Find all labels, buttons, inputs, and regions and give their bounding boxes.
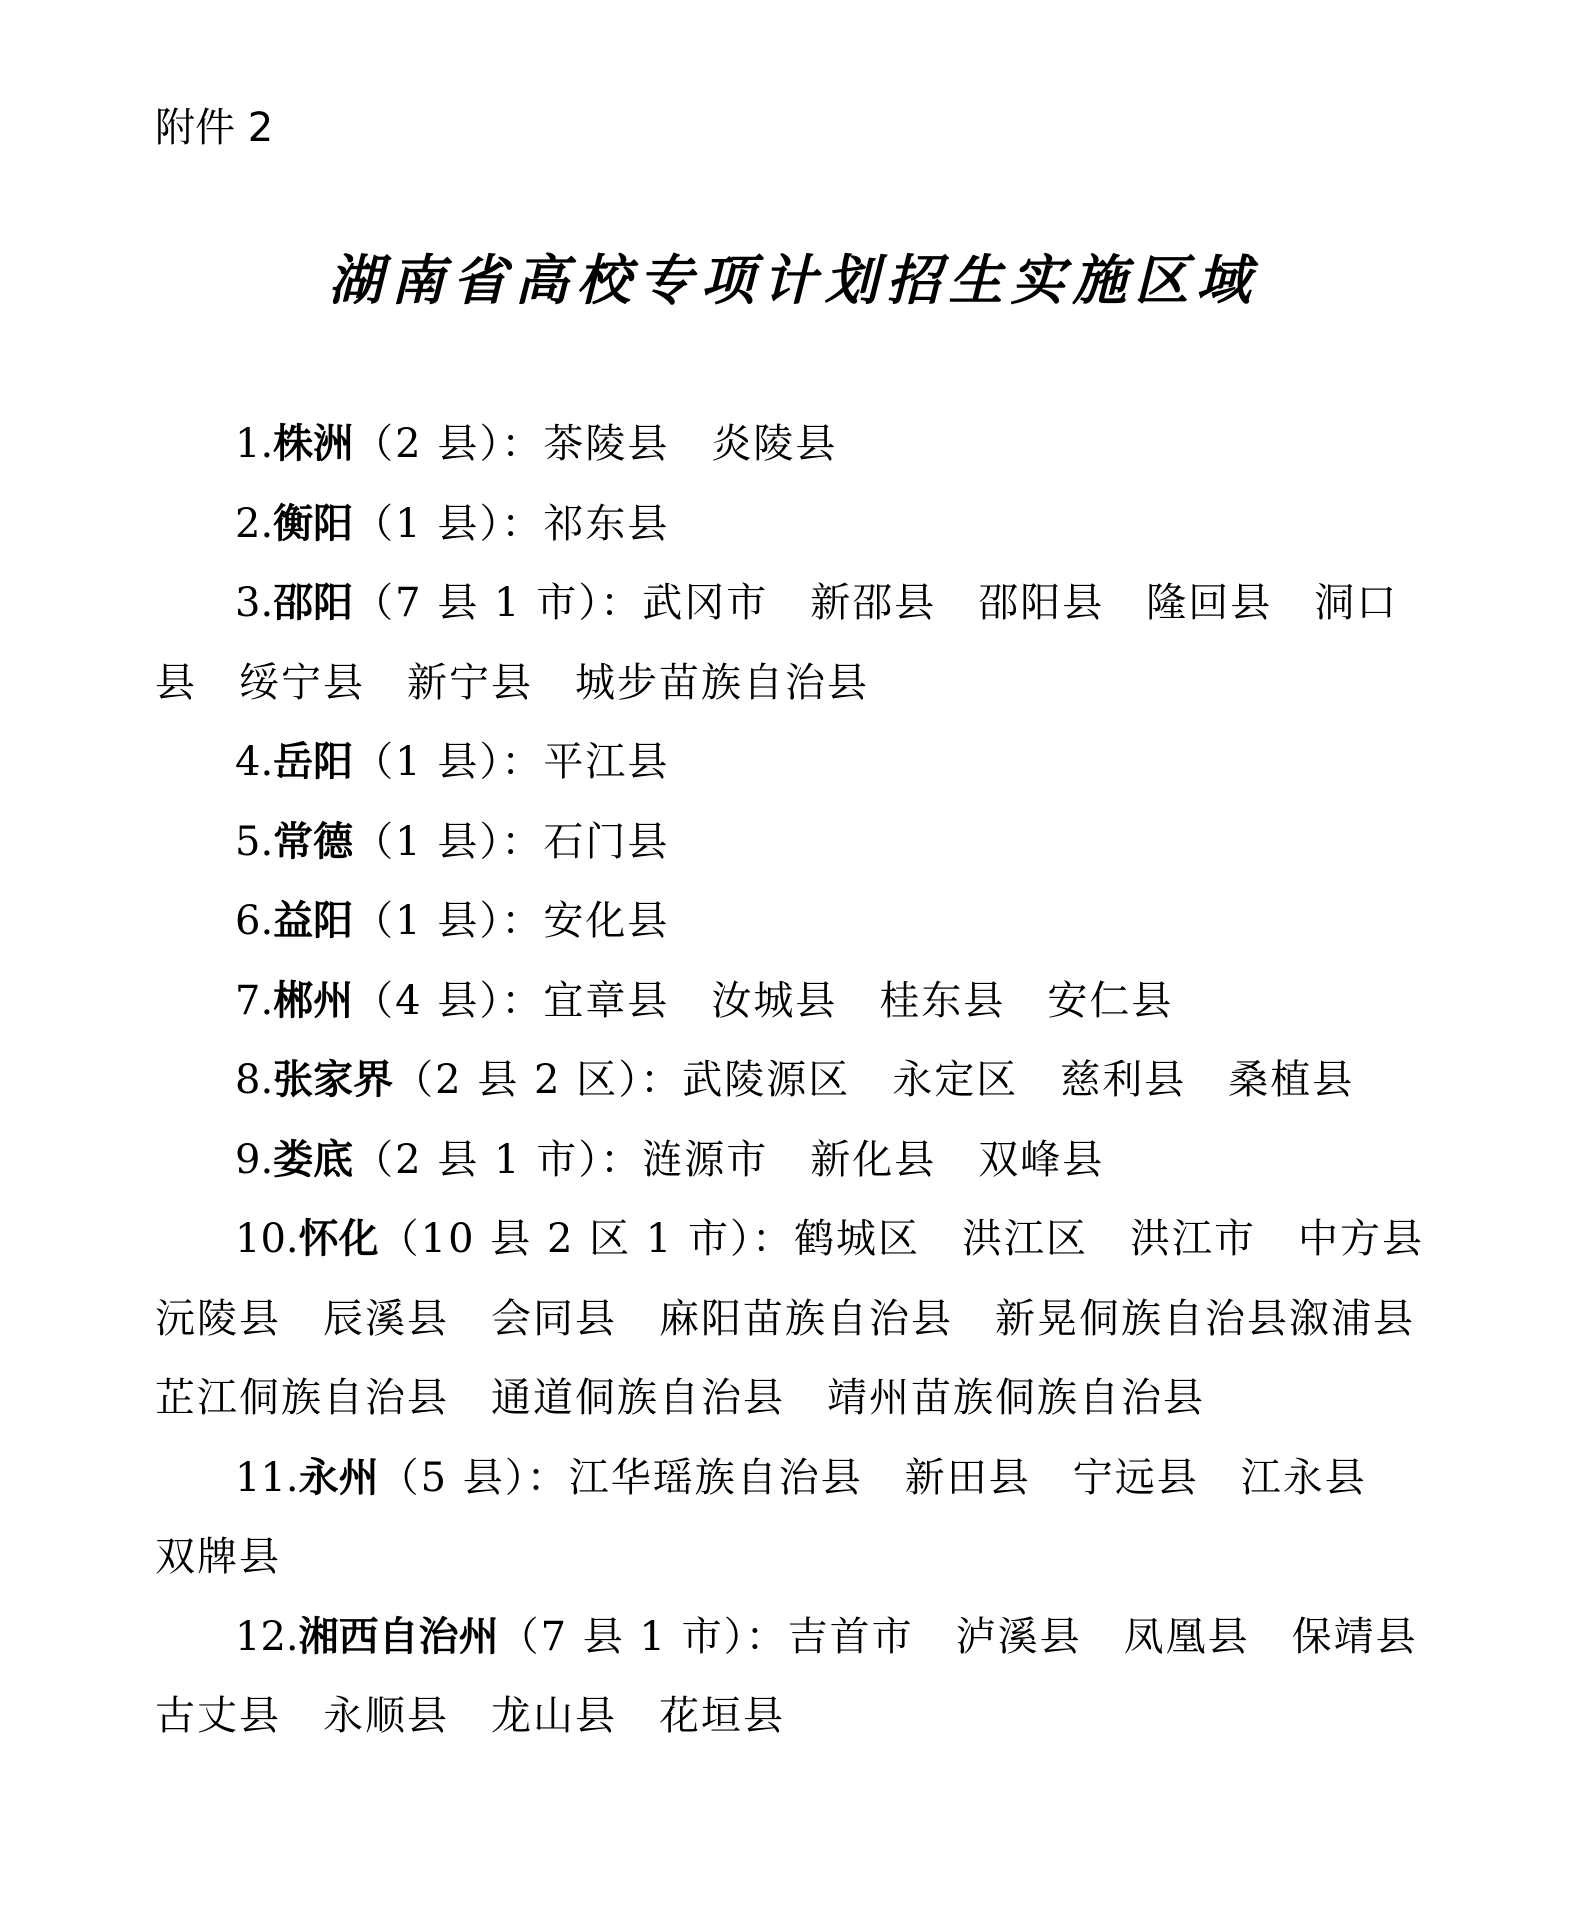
item-places: 安化县 xyxy=(543,898,670,944)
region-list xyxy=(155,405,1460,1757)
list-item xyxy=(155,1200,1457,1439)
item-number: 11. xyxy=(235,1454,299,1501)
item-places: 涟源市 新化县 双峰县 xyxy=(642,1136,1105,1183)
item-scope: （7 县 1 市）： xyxy=(353,580,643,626)
item-number: 10. xyxy=(235,1216,299,1262)
item-number: 1. xyxy=(235,421,274,467)
item-number: 6. xyxy=(235,898,274,944)
city-name: 湘西自治州 xyxy=(298,1613,499,1660)
item-places: 祁东县 xyxy=(543,500,670,547)
city-name: 永州 xyxy=(298,1454,379,1501)
item-places: 江华瑶族自治县 新田县 宁远县 江永县 双牌县 xyxy=(155,1454,1409,1580)
city-name: 郴州 xyxy=(273,977,354,1024)
city-name: 张家界 xyxy=(273,1057,394,1103)
item-places: 武陵源区 永定区 慈利县 桑植县 xyxy=(682,1057,1355,1103)
item-number: 9. xyxy=(235,1136,274,1183)
item-places: 鹤城区 洪江区 洪江市 中方县沅陵县 辰溪县 会同县 麻阳苗族自治县 新晃侗族自治县溆浦县 芷江侗族自治县 通道侗族自治县 靖州苗族侗族自治县 xyxy=(155,1216,1457,1421)
item-scope: （1 县）： xyxy=(353,500,544,547)
list-item xyxy=(155,1041,1425,1121)
list-item xyxy=(155,723,1425,803)
item-number: 3. xyxy=(235,580,274,626)
city-name: 邵阳 xyxy=(273,580,354,626)
item-scope: （5 县）： xyxy=(378,1454,569,1501)
list-item xyxy=(155,803,1425,883)
city-name: 怀化 xyxy=(298,1216,379,1262)
list-item xyxy=(155,1121,1425,1201)
city-name: 岳阳 xyxy=(273,739,354,785)
item-places: 武冈市 新邵县 邵阳县 隆回县 洞口县 绥宁县 新宁县 城步苗族自治县 xyxy=(155,580,1399,706)
item-scope: （1 县）： xyxy=(353,818,544,865)
item-number: 5. xyxy=(235,818,274,865)
item-number: 12. xyxy=(235,1613,299,1660)
item-number: 7. xyxy=(235,977,274,1024)
item-scope: （4 县）： xyxy=(353,977,544,1024)
item-number: 2. xyxy=(235,500,274,547)
city-name: 衡阳 xyxy=(273,500,354,547)
attachment-label: 附件 2 xyxy=(155,105,274,151)
list-item xyxy=(155,882,1425,962)
item-scope: （1 县）： xyxy=(353,898,544,944)
item-places: 吉首市 泸溪县 凤凰县 保靖县 古丈县 永顺县 龙山县 花垣县 xyxy=(155,1613,1460,1739)
city-name: 株洲 xyxy=(273,421,354,467)
item-number: 4. xyxy=(235,739,274,785)
item-scope: （7 县 1 市）： xyxy=(498,1613,788,1660)
item-scope: （2 县 2 区）： xyxy=(393,1057,683,1103)
city-name: 常德 xyxy=(273,818,354,865)
item-scope: （2 县）： xyxy=(353,421,544,467)
item-places: 宜章县 汝城县 桂东县 安仁县 xyxy=(543,977,1174,1024)
item-scope: （10 县 2 区 1 市）： xyxy=(378,1216,794,1262)
list-item xyxy=(155,1598,1460,1757)
item-places: 石门县 xyxy=(543,818,670,865)
list-item xyxy=(155,1439,1425,1598)
document-title: 湖南省高校专项计划招生实施区域 xyxy=(328,248,1259,312)
item-scope: （1 县）： xyxy=(353,739,544,785)
list-item xyxy=(155,962,1425,1042)
item-scope: （2 县 1 市）： xyxy=(353,1136,643,1183)
city-name: 益阳 xyxy=(273,898,354,944)
item-places: 茶陵县 炎陵县 xyxy=(543,421,838,467)
list-item xyxy=(155,564,1425,723)
item-places: 平江县 xyxy=(543,739,670,785)
city-name: 娄底 xyxy=(273,1136,354,1183)
list-item xyxy=(155,485,1425,565)
list-item xyxy=(155,405,1425,485)
item-number: 8. xyxy=(235,1057,274,1103)
